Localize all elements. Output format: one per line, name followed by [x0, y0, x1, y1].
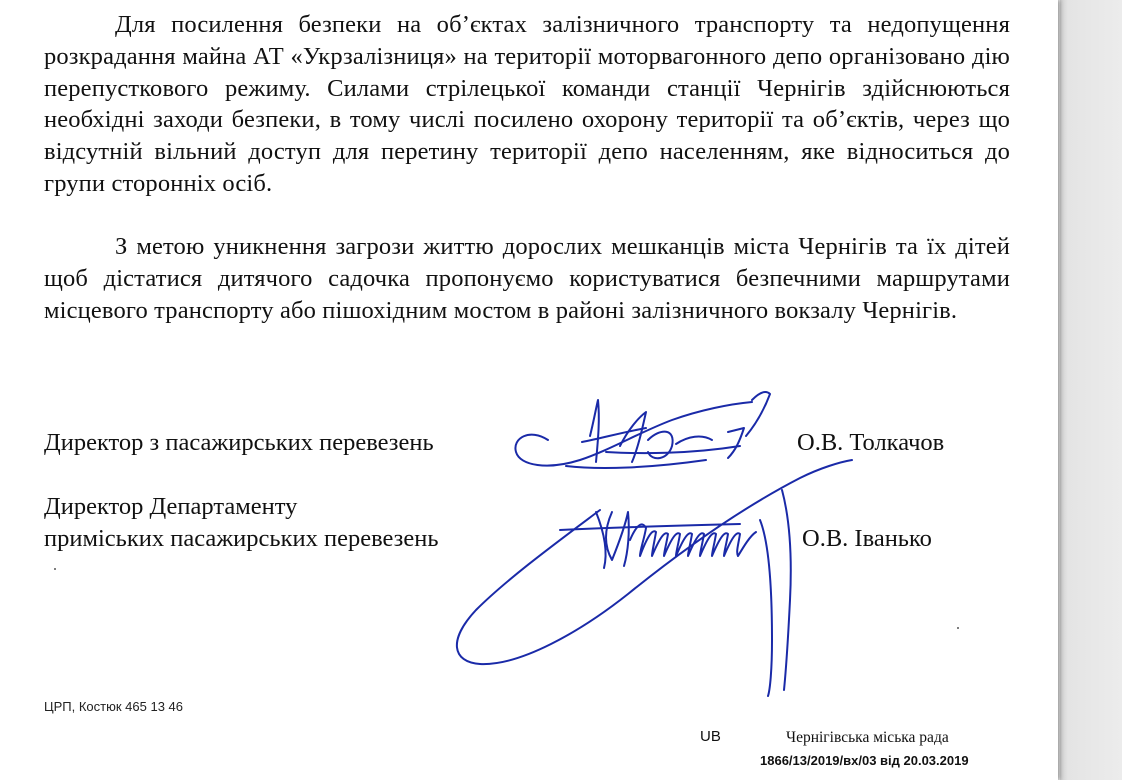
- clipped-previous-line: [44, 0, 1004, 4]
- signature-2-mark: [457, 460, 852, 696]
- paragraph-security: Для посилення безпеки на об’єктах залізничного транспорту та недопущення розкрадання майна АТ «Укрзалізниця» на території моторвагонного депо організовано дію перепусткового режиму. Силами стрілецької команди станції Чернігів здійснюються необхідні заходи безпеки, в тому числі посилено охорону території та об’єктів, через що відсутній вільний доступ для перетину території депо населенням, яке відноситься до групи сторонніх осіб.: [44, 11, 1010, 197]
- signatory-2-title-line-1: Директор Департаменту: [44, 493, 298, 520]
- scan-speck: [54, 568, 56, 570]
- signatory-2-title-line-2: приміських пасажирських перевезень: [44, 525, 439, 552]
- viewer-background: [1060, 0, 1122, 780]
- paragraph-recommendation: З метою уникнення загрози життю дорослих мешканців міста Чернігів та їх дітей щоб дістатися дитячого садочка пропонуємо користуватися безпечними маршрутами місцевого транспорту або пішохідним мостом в районі залізничного вокзалу Чернігів.: [44, 233, 1010, 324]
- stamp-code: UB: [700, 728, 721, 745]
- executor-contact: ЦРП, Костюк 465 13 46: [44, 699, 183, 714]
- scan-speck: [957, 627, 959, 629]
- registration-number: 1866/13/2019/вх/03 від 20.03.2019: [760, 753, 969, 768]
- signature-1-mark: [515, 392, 770, 468]
- recipient-stamp: Чернігівська міська рада: [786, 729, 949, 746]
- signatory-1-title: Директор з пасажирських перевезень: [44, 429, 434, 456]
- signatory-1-name: О.В. Толкачов: [797, 429, 945, 456]
- signatory-2-name: О.В. Іванько: [802, 525, 932, 552]
